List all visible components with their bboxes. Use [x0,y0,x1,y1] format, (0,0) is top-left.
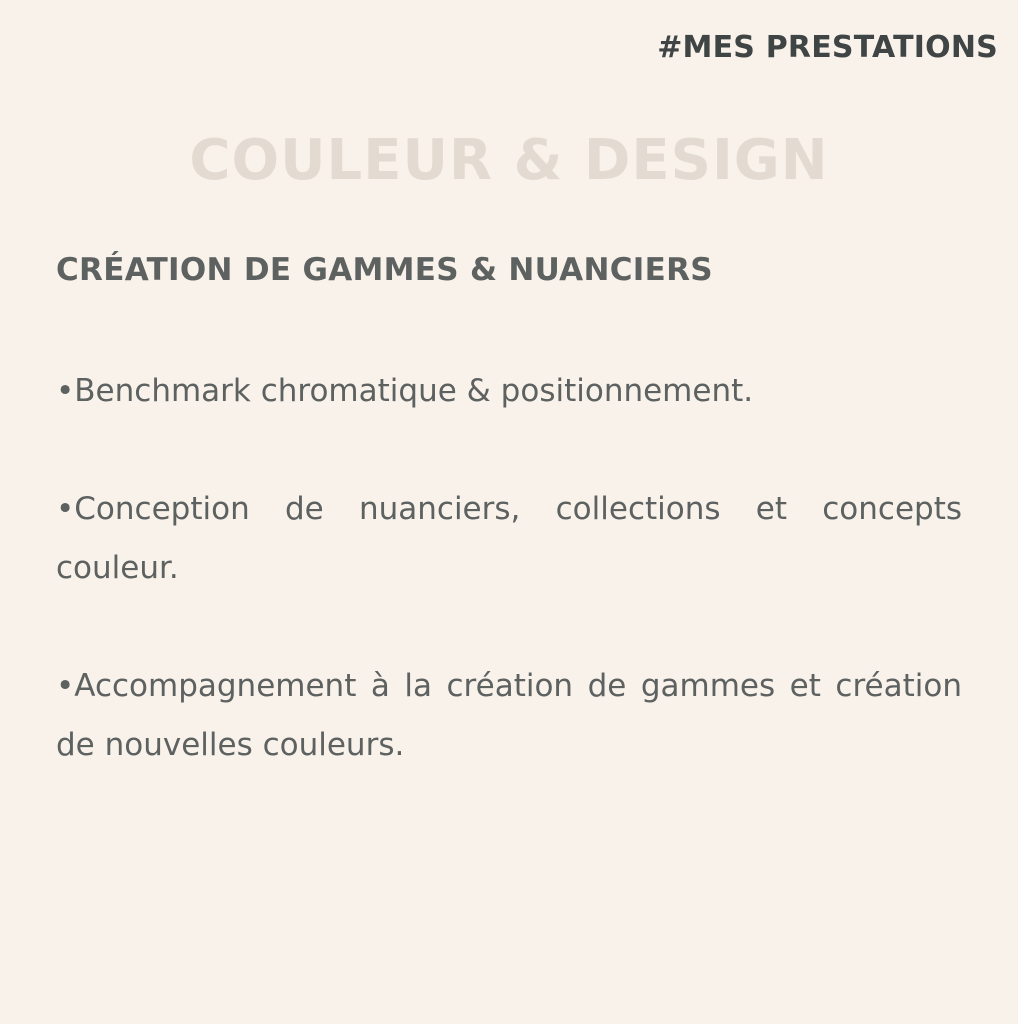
page-tag: #MES PRESTATIONS [657,30,998,65]
section-title: CRÉATION DE GAMMES & NUANCIERS [56,252,713,288]
service-item-gammes: •Accompagnement à la création de gammes et création de nouvelles couleurs. [56,668,962,763]
service-item-benchmark: •Benchmark chromatique & positionnement. [56,373,754,409]
service-item-nuanciers: •Conception de nuanciers, collections et concepts couleur. [56,491,962,586]
service-list [56,362,962,834]
hero-title: COULEUR & DESIGN [189,128,829,193]
